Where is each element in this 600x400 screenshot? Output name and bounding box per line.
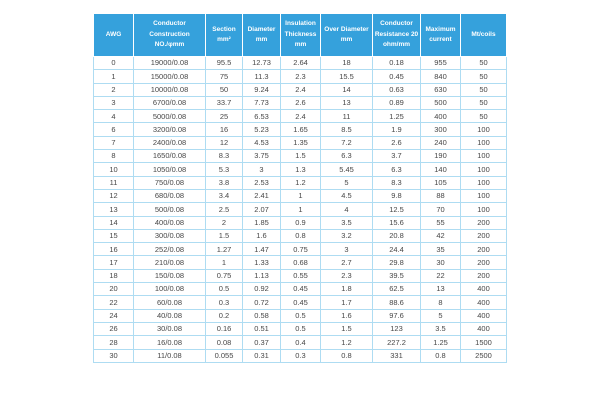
- table-cell: 24.4: [373, 243, 421, 256]
- table-cell: 0.63: [373, 83, 421, 96]
- table-cell: 1.5: [206, 229, 243, 242]
- table-cell: 11: [321, 110, 373, 123]
- table-cell: 955: [421, 57, 461, 70]
- table-cell: 42: [421, 229, 461, 242]
- table-cell: 50: [461, 83, 507, 96]
- table-cell: 4: [94, 110, 134, 123]
- table-cell: 0.92: [243, 283, 281, 296]
- table-row: [94, 203, 507, 216]
- table-cell: 3.7: [373, 150, 421, 163]
- table-cell: 55: [421, 216, 461, 229]
- table-cell: 1.2: [321, 336, 373, 349]
- table-cell: 630: [421, 83, 461, 96]
- table-cell: 10000/0.08: [134, 83, 206, 96]
- table-cell: 3.4: [206, 189, 243, 202]
- table-cell: 50: [461, 70, 507, 83]
- table-cell: 9.24: [243, 83, 281, 96]
- table-row: [94, 216, 507, 229]
- table-cell: 7: [94, 136, 134, 149]
- table-cell: 3: [321, 243, 373, 256]
- table-row: [94, 96, 507, 109]
- table-cell: 8: [94, 150, 134, 163]
- table-cell: 3: [243, 163, 281, 176]
- column-header: Insulation Thickness mm: [281, 14, 321, 57]
- table-row: [94, 322, 507, 335]
- table-row: [94, 123, 507, 136]
- table-cell: 12: [94, 189, 134, 202]
- table-cell: 1.33: [243, 256, 281, 269]
- table-row: [94, 57, 507, 70]
- table-cell: 1.3: [281, 163, 321, 176]
- column-header: Mt/coils: [461, 14, 507, 57]
- table-cell: 18: [94, 269, 134, 282]
- table-cell: 13: [321, 96, 373, 109]
- table-cell: 39.5: [373, 269, 421, 282]
- table-cell: 97.6: [373, 309, 421, 322]
- table-cell: 0.8: [321, 349, 373, 362]
- table-cell: 200: [461, 216, 507, 229]
- table-cell: 2.07: [243, 203, 281, 216]
- table-cell: 1.13: [243, 269, 281, 282]
- column-header: Conductor Construction NO./φmm: [134, 14, 206, 57]
- table-cell: 331: [373, 349, 421, 362]
- table-cell: 70: [421, 203, 461, 216]
- table-cell: 1.7: [321, 296, 373, 309]
- table-cell: 3200/0.08: [134, 123, 206, 136]
- table-cell: 35: [421, 243, 461, 256]
- table-cell: 680/0.08: [134, 189, 206, 202]
- table-cell: 0.9: [281, 216, 321, 229]
- table-row: [94, 256, 507, 269]
- table-cell: 50: [461, 57, 507, 70]
- column-header: Section mm²: [206, 14, 243, 57]
- table-cell: 1.27: [206, 243, 243, 256]
- table-cell: 7.2: [321, 136, 373, 149]
- table-cell: 33.7: [206, 96, 243, 109]
- table-cell: 0.51: [243, 322, 281, 335]
- table-cell: 17: [94, 256, 134, 269]
- table-cell: 400: [421, 110, 461, 123]
- table-cell: 4.53: [243, 136, 281, 149]
- table-cell: 16: [206, 123, 243, 136]
- table-cell: 123: [373, 322, 421, 335]
- table-cell: 2.6: [281, 96, 321, 109]
- table-cell: 140: [421, 163, 461, 176]
- table-cell: 11.3: [243, 70, 281, 83]
- table-cell: 1050/0.08: [134, 163, 206, 176]
- table-cell: 300/0.08: [134, 229, 206, 242]
- table-cell: 1.5: [321, 322, 373, 335]
- table-cell: 5.45: [321, 163, 373, 176]
- table-cell: 100: [461, 150, 507, 163]
- table-cell: 1.6: [243, 229, 281, 242]
- table-cell: 88.6: [373, 296, 421, 309]
- table-cell: 210/0.08: [134, 256, 206, 269]
- table-cell: 2.53: [243, 176, 281, 189]
- table-cell: 8.3: [206, 150, 243, 163]
- table-cell: 1.9: [373, 123, 421, 136]
- table-cell: 400: [461, 322, 507, 335]
- table-cell: 2.4: [281, 83, 321, 96]
- table-cell: 1: [94, 70, 134, 83]
- table-cell: 4: [321, 203, 373, 216]
- table-cell: 6.53: [243, 110, 281, 123]
- table-cell: 840: [421, 70, 461, 83]
- table-row: [94, 229, 507, 242]
- table-cell: 0.89: [373, 96, 421, 109]
- table-cell: 0.08: [206, 336, 243, 349]
- wire-spec-table-container: [93, 13, 507, 363]
- table-cell: 200: [461, 229, 507, 242]
- table-cell: 400/0.08: [134, 216, 206, 229]
- table-cell: 28: [94, 336, 134, 349]
- table-cell: 0: [94, 57, 134, 70]
- table-cell: 2.41: [243, 189, 281, 202]
- table-cell: 0.5: [281, 309, 321, 322]
- table-cell: 0.72: [243, 296, 281, 309]
- table-cell: 400: [461, 283, 507, 296]
- table-cell: 1500: [461, 336, 507, 349]
- table-cell: 0.5: [206, 283, 243, 296]
- table-cell: 0.2: [206, 309, 243, 322]
- table-cell: 2500: [461, 349, 507, 362]
- table-cell: 29.8: [373, 256, 421, 269]
- table-cell: 20: [94, 283, 134, 296]
- table-cell: 1.5: [281, 150, 321, 163]
- table-cell: 5000/0.08: [134, 110, 206, 123]
- table-cell: 30: [94, 349, 134, 362]
- table-cell: 3.5: [321, 216, 373, 229]
- table-cell: 3: [94, 96, 134, 109]
- table-cell: 0.16: [206, 322, 243, 335]
- table-cell: 0.3: [281, 349, 321, 362]
- table-cell: 0.37: [243, 336, 281, 349]
- table-cell: 20.8: [373, 229, 421, 242]
- table-cell: 6: [94, 123, 134, 136]
- table-cell: 2.7: [321, 256, 373, 269]
- table-cell: 8.5: [321, 123, 373, 136]
- column-header: Diameter mm: [243, 14, 281, 57]
- table-row: [94, 309, 507, 322]
- table-cell: 3.5: [421, 322, 461, 335]
- column-header: Maximum current: [421, 14, 461, 57]
- table-cell: 16/0.08: [134, 336, 206, 349]
- table-cell: 0.55: [281, 269, 321, 282]
- table-row: [94, 110, 507, 123]
- table-cell: 240: [421, 136, 461, 149]
- table-cell: 1.25: [421, 336, 461, 349]
- table-cell: 50: [461, 96, 507, 109]
- table-cell: 0.31: [243, 349, 281, 362]
- table-cell: 2: [94, 83, 134, 96]
- table-cell: 75: [206, 70, 243, 83]
- table-cell: 6.3: [373, 163, 421, 176]
- table-cell: 12: [206, 136, 243, 149]
- table-cell: 200: [461, 243, 507, 256]
- table-cell: 14: [94, 216, 134, 229]
- table-cell: 0.45: [373, 70, 421, 83]
- table-cell: 3.8: [206, 176, 243, 189]
- table-cell: 19000/0.08: [134, 57, 206, 70]
- table-cell: 0.8: [421, 349, 461, 362]
- table-cell: 26: [94, 322, 134, 335]
- table-cell: 100: [461, 189, 507, 202]
- table-cell: 0.055: [206, 349, 243, 362]
- table-cell: 7.73: [243, 96, 281, 109]
- table-cell: 2: [206, 216, 243, 229]
- table-cell: 0.68: [281, 256, 321, 269]
- table-cell: 0.18: [373, 57, 421, 70]
- table-cell: 0.58: [243, 309, 281, 322]
- table-cell: 2.6: [373, 136, 421, 149]
- table-cell: 1: [281, 189, 321, 202]
- table-cell: 100/0.08: [134, 283, 206, 296]
- table-cell: 2.3: [281, 70, 321, 83]
- table-cell: 15: [94, 229, 134, 242]
- table-cell: 1.47: [243, 243, 281, 256]
- table-cell: 12.5: [373, 203, 421, 216]
- table-cell: 0.5: [281, 322, 321, 335]
- table-cell: 1.6: [321, 309, 373, 322]
- table-cell: 16: [94, 243, 134, 256]
- table-row: [94, 283, 507, 296]
- table-cell: 2.5: [206, 203, 243, 216]
- table-cell: 200: [461, 269, 507, 282]
- table-cell: 88: [421, 189, 461, 202]
- table-cell: 13: [94, 203, 134, 216]
- column-header: Conductor Resistance 20 ohm/mm: [373, 14, 421, 57]
- table-cell: 8.3: [373, 176, 421, 189]
- table-cell: 1.8: [321, 283, 373, 296]
- table-cell: 30: [421, 256, 461, 269]
- table-cell: 18: [321, 57, 373, 70]
- column-header: AWG: [94, 14, 134, 57]
- table-cell: 0.75: [281, 243, 321, 256]
- table-cell: 100: [461, 136, 507, 149]
- table-cell: 95.5: [206, 57, 243, 70]
- table-cell: 0.8: [281, 229, 321, 242]
- table-cell: 100: [461, 123, 507, 136]
- wire-spec-table: [93, 13, 507, 363]
- table-cell: 1.85: [243, 216, 281, 229]
- table-row: [94, 296, 507, 309]
- table-cell: 0.45: [281, 283, 321, 296]
- table-cell: 8: [421, 296, 461, 309]
- table-cell: 50: [461, 110, 507, 123]
- table-cell: 4.5: [321, 189, 373, 202]
- table-cell: 100: [461, 176, 507, 189]
- table-cell: 13: [421, 283, 461, 296]
- table-cell: 500/0.08: [134, 203, 206, 216]
- table-cell: 11/0.08: [134, 349, 206, 362]
- table-cell: 25: [206, 110, 243, 123]
- table-cell: 40/0.08: [134, 309, 206, 322]
- table-cell: 1.2: [281, 176, 321, 189]
- table-cell: 227.2: [373, 336, 421, 349]
- column-header: Over Diameter mm: [321, 14, 373, 57]
- table-cell: 100: [461, 163, 507, 176]
- table-cell: 15.6: [373, 216, 421, 229]
- table-row: [94, 243, 507, 256]
- table-row: [94, 83, 507, 96]
- table-cell: 1.65: [281, 123, 321, 136]
- table-cell: 0.4: [281, 336, 321, 349]
- table-cell: 2.4: [281, 110, 321, 123]
- table-cell: 100: [461, 203, 507, 216]
- table-cell: 150/0.08: [134, 269, 206, 282]
- table-cell: 11: [94, 176, 134, 189]
- table-cell: 300: [421, 123, 461, 136]
- table-header-row: [94, 14, 507, 57]
- table-cell: 400: [461, 296, 507, 309]
- table-cell: 105: [421, 176, 461, 189]
- table-cell: 10: [94, 163, 134, 176]
- table-cell: 500: [421, 96, 461, 109]
- table-cell: 200: [461, 256, 507, 269]
- table-cell: 22: [94, 296, 134, 309]
- table-cell: 1: [281, 203, 321, 216]
- table-cell: 22: [421, 269, 461, 282]
- table-cell: 1.35: [281, 136, 321, 149]
- table-cell: 1: [206, 256, 243, 269]
- table-cell: 5: [421, 309, 461, 322]
- table-cell: 1650/0.08: [134, 150, 206, 163]
- table-cell: 15000/0.08: [134, 70, 206, 83]
- table-row: [94, 269, 507, 282]
- table-cell: 2.64: [281, 57, 321, 70]
- table-cell: 252/0.08: [134, 243, 206, 256]
- table-row: [94, 189, 507, 202]
- table-row: [94, 349, 507, 362]
- table-cell: 5.23: [243, 123, 281, 136]
- table-cell: 12.73: [243, 57, 281, 70]
- table-cell: 2400/0.08: [134, 136, 206, 149]
- table-cell: 5.3: [206, 163, 243, 176]
- table-cell: 750/0.08: [134, 176, 206, 189]
- table-row: [94, 163, 507, 176]
- table-cell: 400: [461, 309, 507, 322]
- table-cell: 0.45: [281, 296, 321, 309]
- table-cell: 62.5: [373, 283, 421, 296]
- table-cell: 60/0.08: [134, 296, 206, 309]
- table-cell: 5: [321, 176, 373, 189]
- table-cell: 6700/0.08: [134, 96, 206, 109]
- table-cell: 190: [421, 150, 461, 163]
- table-cell: 15.5: [321, 70, 373, 83]
- table-row: [94, 70, 507, 83]
- table-cell: 14: [321, 83, 373, 96]
- table-header: [94, 14, 507, 57]
- table-cell: 3.2: [321, 229, 373, 242]
- table-row: [94, 150, 507, 163]
- table-body: [94, 57, 507, 363]
- table-cell: 1.25: [373, 110, 421, 123]
- table-row: [94, 136, 507, 149]
- table-cell: 24: [94, 309, 134, 322]
- table-cell: 30/0.08: [134, 322, 206, 335]
- table-row: [94, 336, 507, 349]
- table-cell: 50: [206, 83, 243, 96]
- table-row: [94, 176, 507, 189]
- table-cell: 2.3: [321, 269, 373, 282]
- table-cell: 0.75: [206, 269, 243, 282]
- table-cell: 3.75: [243, 150, 281, 163]
- table-cell: 0.3: [206, 296, 243, 309]
- table-cell: 9.8: [373, 189, 421, 202]
- table-cell: 6.3: [321, 150, 373, 163]
